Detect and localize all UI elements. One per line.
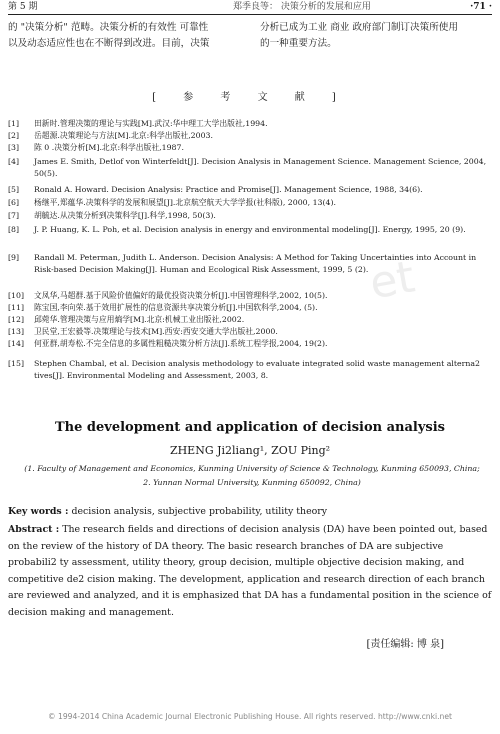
reference-text: 杨继平,郑蕴华.决策科学的发展和展望[J].北京航空航天大学学报(社科版), 2000, 13(4). [34, 198, 337, 207]
copyright-footer: © 1994-2014 China Academic Journal Electronic Publishing House. All rights reserved. http://www.cnki.net [48, 712, 452, 721]
abstract-label: Abstract : [8, 524, 60, 535]
english-title: The development and application of decision analysis [55, 420, 445, 435]
abstract [8, 522, 492, 621]
reference-number: [9] [8, 253, 20, 262]
text-line: 以及动态适应性也在不断得到改进。目前，决策 [8, 38, 210, 49]
reference-text: 陈宝国,李向荣.基于效用扩展性的信息资源共享决策分析[J].中国软科学,2004, (5). [34, 303, 318, 312]
reference-number: [6] [8, 198, 20, 207]
responsible-editor: [责任编辑: 博 泉] [366, 639, 444, 650]
abstract-text: The research fields and directions of decision analysis (DA) have been pointed out, based on the review of the history of DA theory. The basic research branches of DA are subjective probabili2 ty assessment, utility theory, group decision, multiple objective decision making, and competitive de2 cision making. The development, application and research direction of each branch are reviewed and analyzed, and it is emphasized that DA has a fundamental position in the science of decision making and management. [8, 524, 492, 618]
reference-text: 邱菀华.管理决策与应用熵学[M].北京:机械工业出版社,2002. [34, 315, 245, 324]
affiliation-2: 2. Yunnan Normal University, Kunming 650092, China) [143, 478, 361, 487]
issue-number: 第 5 期 [8, 2, 38, 12]
reference-number: [4] [8, 157, 20, 166]
reference-number: [5] [8, 185, 20, 194]
reference-text: 文凤华,马超群.基于风险价值偏好的最优投资决策分析[J].中国管理科学,2002, 10(5). [34, 291, 328, 300]
right-column [260, 20, 492, 52]
reference-text: Stephen Chambal, et al. Decision analysis methodology to evaluate integrated solid waste management alterna2 tives[J]. Environmental Modeling and Assessment, 2003, 8. [34, 359, 480, 380]
reference-text: Randall M. Peterman, Judith L. Anderson. Decision Analysis: A Method for Taking Uncertainties into Account in Risk-based Decision Making[J]. Human and Ecological Risk Assessment, 1999, 5 (2). [34, 253, 477, 274]
reference-number: [3] [8, 143, 20, 152]
reference-text: 胡毓达.从决策分析到决策科学[J].科学,1998, 50(3). [34, 211, 216, 220]
reference-text: J. P. Huang, K. L. Poh, et al. Decision analysis in energy and environmental modeling[J]. Energy, 1995, 20 (9). [34, 225, 466, 234]
reference-number: [15] [8, 359, 25, 368]
running-header [8, 0, 492, 15]
reference-number: [10] [8, 291, 25, 300]
reference-number: [12] [8, 315, 25, 324]
reference-text: 何亚群,胡寿松.不完全信息的多属性粗糙决策分析方法[J].系统工程学报,2004, 19(2). [34, 339, 328, 348]
affiliation-1: (1. Faculty of Management and Economics, Kunming University of Science & Technology, Kunming 650093, China; [24, 464, 480, 473]
keywords-label: Key words : [8, 506, 69, 517]
reference-text: James E. Smith, Detlof von Winterfeldt[J]. Decision Analysis in Management Science. Management Science, 2004, 50(5). [34, 157, 487, 178]
references-heading: [ 参 考 文 献 ] [152, 92, 348, 103]
reference-text: 卫民堂,王宏毅等.决策理论与技术[M].西安:西安交通大学出版社,2000. [34, 327, 278, 336]
keywords-text: decision analysis, subjective probability, utility theory [71, 506, 328, 517]
reference-number: [14] [8, 339, 25, 348]
reference-text: Ronald A. Howard. Decision Analysis: Practice and Promise[J]. Management Science, 1988, 34(6). [34, 185, 423, 194]
english-authors: ZHENG Ji2liang¹, ZOU Ping² [169, 444, 331, 457]
reference-number: [13] [8, 327, 25, 336]
left-column [8, 20, 240, 52]
keywords-line [8, 506, 492, 517]
text-line: 分析已成为工业 商业 政府部门制订决策所使用 [260, 22, 458, 33]
reference-text: 陈 0 .决策分析[M].北京:科学出版社,1987. [34, 143, 184, 152]
reference-number: [11] [8, 303, 25, 312]
reference-number: [1] [8, 119, 20, 128]
reference-number: [7] [8, 211, 20, 220]
reference-number: [8] [8, 225, 20, 234]
reference-text: 岳超源.决策理论与方法[M].北京:科学出版社,2003. [34, 131, 213, 140]
reference-text: 田新时.管理决策的理论与实践[M].武汉:华中理工大学出版社,1994. [34, 119, 268, 128]
running-title: 郑季良等： 决策分析的发展和应用 [233, 2, 371, 12]
watermark: et [365, 251, 419, 310]
reference-number: [2] [8, 131, 20, 140]
page-number: ·71 · [470, 2, 492, 12]
text-line: 的一种重要方法。 [260, 38, 337, 49]
text-line: 的 "决策分析" 范畴。决策分析的有效性 可靠性 [8, 22, 209, 33]
